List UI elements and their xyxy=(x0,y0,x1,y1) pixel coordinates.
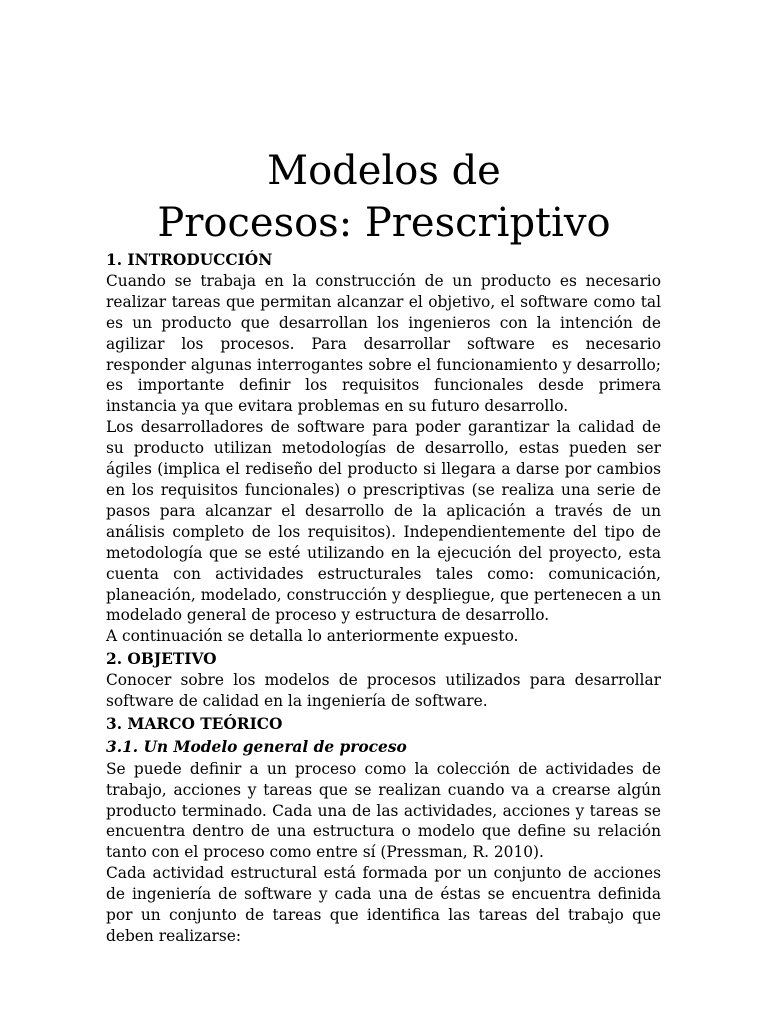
section-heading-objetivo: 2. OBJETIVO xyxy=(106,650,217,669)
document-title xyxy=(0,145,768,249)
intro-paragraph-3: A continuación se detalla lo anteriormente expuesto. xyxy=(106,627,519,646)
marco-paragraph-1: Se puede definir a un proceso como la colección de actividades de trabajo, acciones y tareas que se realizan cuando va a crearse algún producto terminado. Cada una de las actividades, acciones y tareas se encuentra dentro de una estructura o modelo que define su relación tanto con el proceso como entre sí (Pressman, R. 2010). xyxy=(106,759,661,862)
section-heading-marco-teorico: 3. MARCO TEÓRICO xyxy=(106,714,283,733)
marco-paragraph-2: Cada actividad estructural está formada por un conjunto de acciones de ingeniería de software y cada una de éstas se encuentra definida por un conjunto de tareas que identifica las tareas del trabajo que deben realizarse: xyxy=(106,864,661,945)
document-body xyxy=(106,250,661,947)
objetivo-paragraph: Conocer sobre los modelos de procesos utilizados para desarrollar software de calidad en la ingeniería de software. xyxy=(106,671,661,711)
subsection-heading-modelo-general: 3.1. Un Modelo general de proceso xyxy=(106,737,407,756)
title-line-1: Modelos de xyxy=(267,147,501,194)
section-heading-introduccion: 1. INTRODUCCIÓN xyxy=(106,251,273,269)
intro-paragraph-2: Los desarrolladores de software para poder garantizar la calidad de su producto utilizan metodologías de desarrollo, estas pueden ser ágiles (implica el rediseño del producto si llegara a darse por cambios en los requisitos funcionales) o prescriptivas (se realiza una serie de pasos para alcanzar el desarrollo de la aplicación a través de un análisis completo de los requisitos). Independientemente del tipo de metodología que se esté utilizando en la ejecución del proyecto, esta cuenta con actividades estructurales tales como: comunicación, planeación, modelado, construcción y despliegue, que pertenecen a un modelado general de proceso y estructura de desarrollo. xyxy=(106,418,661,625)
title-line-2: Procesos: Prescriptivo xyxy=(157,199,611,246)
intro-paragraph-1: Cuando se trabaja en la construcción de un producto es necesario realizar tareas que permitan alcanzar el objetivo, el software como tal es un producto que desarrollan los ingenieros con la intención de agilizar los procesos. Para desarrollar software es necesario responder algunas interrogantes sobre el funcionamiento y desarrollo; es importante definir los requisitos funcionales desde primera instancia ya que evitara problemas en su futuro desarrollo. xyxy=(106,271,661,416)
